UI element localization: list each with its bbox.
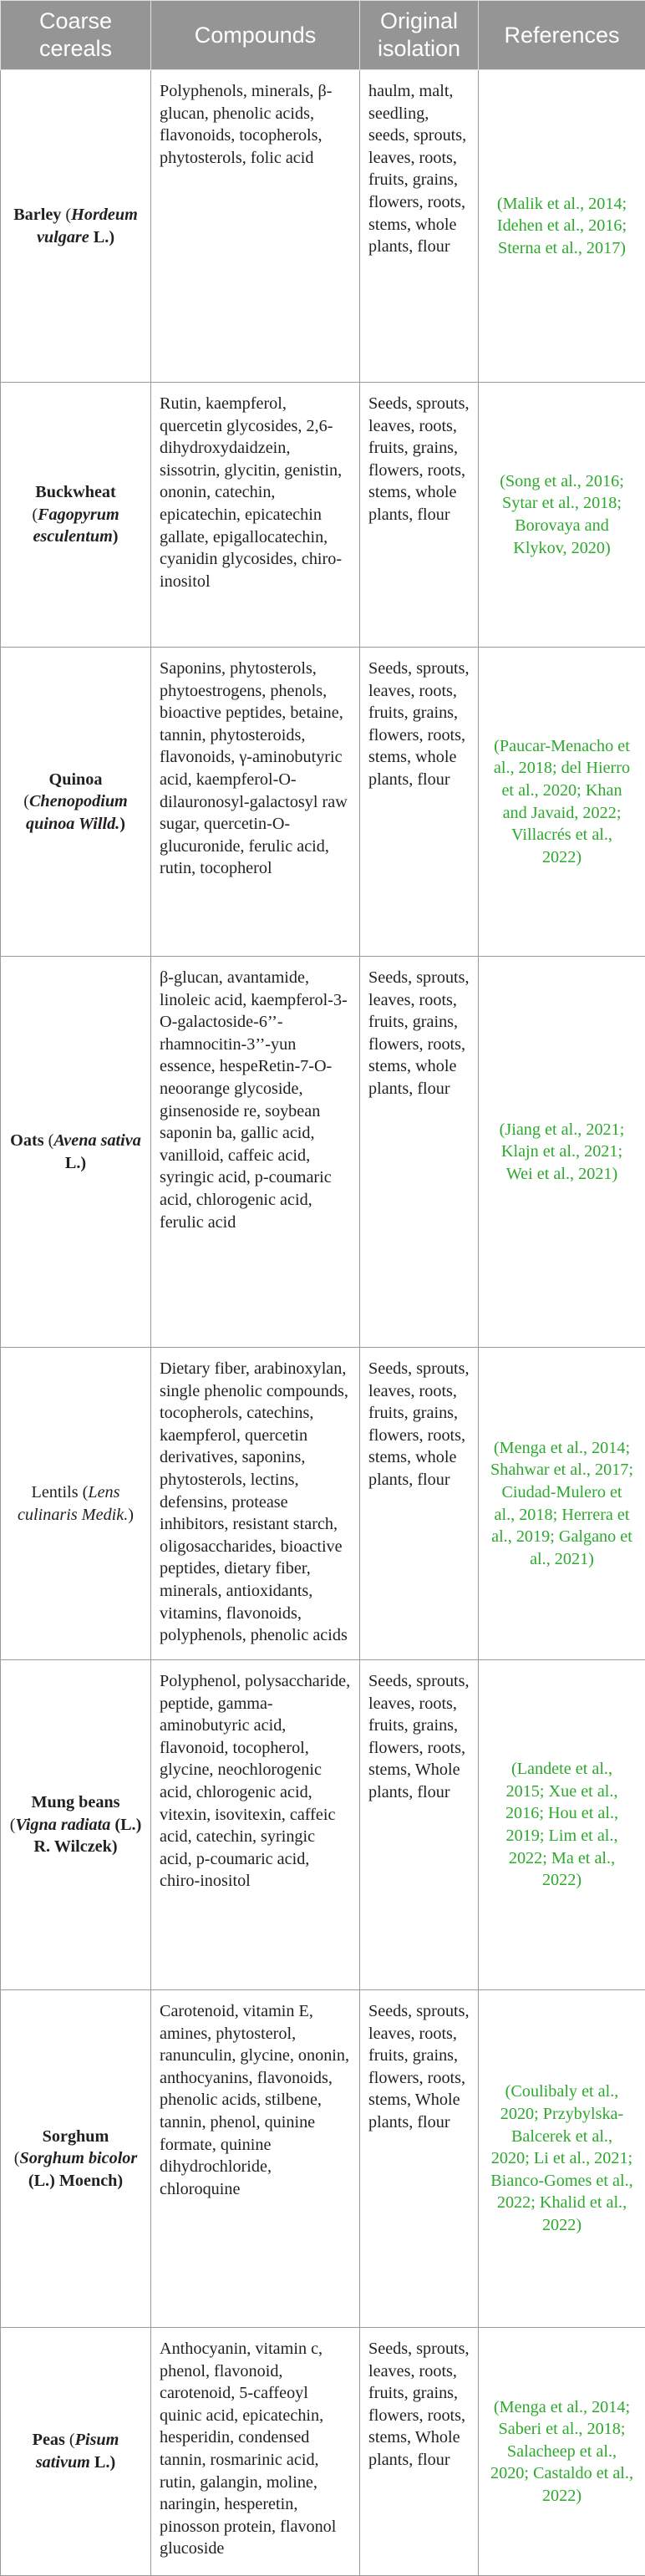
table-row: [1, 70, 645, 383]
reference-link[interactable]: Ma et al., 2022: [542, 1849, 615, 1890]
isolation-cell: haulm, malt, seedling, seeds, sprouts, leaves, roots, fruits, grains, flowers, roots, stems, whole plants, flour: [360, 70, 479, 383]
reference-link[interactable]: Salacheep et al., 2020: [490, 2442, 617, 2483]
reference-link[interactable]: Borovaya and Klykov, 2020: [513, 516, 609, 557]
reference-link[interactable]: Shahwar et al., 2017: [490, 1461, 628, 1479]
reference-link[interactable]: Khan and Javaid, 2022: [503, 781, 622, 822]
header-references: References: [479, 1, 645, 70]
reference-link[interactable]: Hou et al., 2019: [506, 1804, 619, 1845]
cereal-cell: Quinoa (Chenopodium quinoa Willd.): [1, 648, 151, 957]
table-row: [1, 957, 645, 1348]
header-compounds: Compounds: [151, 1, 360, 70]
cereal-cell: Barley (Hordeum vulgare L.): [1, 70, 151, 383]
references-cell: (Malik et al., 2014; Idehen et al., 2016; Sterna et al., 2017): [479, 70, 645, 383]
cereal-authority: L.: [94, 2453, 110, 2472]
cereal-name: Quinoa: [49, 770, 103, 789]
compounds-cell: Polyphenol, polysaccharide, peptide, gamma-aminobutyric acid, flavonoid, tocopherol, glycine, neochlorogenic acid, chlorogenic acid, vitexin, isovitexin, caffeic acid, catechin, syringic acid, p-coumaric acid, chiro-inositol: [151, 1660, 360, 1990]
references-cell: (Coulibaly et al., 2020; Przybylska-Balcerek et al., 2020; Li et al., 2021; Bianco-Gomes et al., 2022; Khalid et al., 2022): [479, 1990, 645, 2328]
references-cell: (Paucar-Menacho et al., 2018; del Hierro et al., 2020; Khan and Javaid, 2022; Villacrés et al., 2022): [479, 648, 645, 957]
cereal-name: Mung beans: [31, 1793, 119, 1811]
cereal-cell: Lentils (Lens culinaris Medik.): [1, 1348, 151, 1660]
cereal-authority: L.: [65, 1154, 81, 1172]
reference-link[interactable]: Coulibaly et al., 2020: [500, 2082, 619, 2123]
table-row: [1, 1990, 645, 2328]
cereal-scientific-name: Lens culinaris Medik.: [18, 1483, 128, 1524]
cereal-authority: L.: [94, 228, 109, 246]
cereal-cell: Oats (Avena sativa L.): [1, 957, 151, 1348]
reference-link[interactable]: Saberi et al., 2018: [499, 2420, 621, 2438]
reference-link[interactable]: Idehen et al., 2016: [497, 216, 622, 235]
table-header: [1, 1, 645, 70]
reference-link[interactable]: Sterna et al., 2017: [498, 239, 620, 257]
compounds-cell: Anthocyanin, vitamin c, phenol, flavonoid, carotenoid, 5-caffeoyl quinic acid, epicatechin, hesperidin, condensed tannin, rosmarinic acid, rutin, galangin, moline, naringin, hesperetin, pinosson protein, flavonol glucoside: [151, 2328, 360, 2576]
reference-link[interactable]: Li et al., 2021: [534, 2149, 628, 2167]
compounds-cell: Dietary fiber, arabinoxylan, single phenolic compounds, tocopherols, catechins, kaempferol, quercetin derivatives, saponins, phytosterols, lectins, defensins, protease inhibitors, resistant starch, oligosaccharides, bioactive peptides, dietary fiber, minerals, antioxidants, vitamins, flavonoids, polyphenols, phenolic acids: [151, 1348, 360, 1660]
table-body: [1, 70, 645, 2576]
compounds-cell: β-glucan, avantamide, linoleic acid, kaempferol-3-O-galactoside-6’’-rhamnocitin-3’’-yun essence, hespeRetin-7-O-neoorange glycoside, ginsenoside re, soybean saponin ba, gallic acid, vanilloid, caffeic acid, syringic acid, p-coumaric acid, chlorogenic acid, ferulic acid: [151, 957, 360, 1348]
table-row: [1, 1348, 645, 1660]
reference-link[interactable]: Herrera et al., 2019: [491, 1506, 629, 1547]
references-cell: (Menga et al., 2014; Saberi et al., 2018; Salacheep et al., 2020; Castaldo et al., 2022): [479, 2328, 645, 2576]
reference-link[interactable]: Galgano et al., 2021: [530, 1527, 632, 1568]
references-cell: (Song et al., 2016; Sytar et al., 2018; Borovaya and Klykov, 2020): [479, 383, 645, 648]
cereal-scientific-name: Sorghum bicolor: [19, 2149, 137, 2167]
cereal-authority: (L.) R. Wilczek: [33, 1816, 141, 1857]
cereal-scientific-name: Chenopodium quinoa Willd.: [26, 792, 128, 833]
reference-link[interactable]: Przybylska-Balcerek et al., 2020: [491, 2105, 623, 2167]
isolation-cell: Seeds, sprouts, leaves, roots, fruits, grains, flowers, roots, stems, whole plants, flour: [360, 383, 479, 648]
reference-link[interactable]: Menga et al., 2014: [500, 2398, 626, 2416]
reference-link[interactable]: Landete et al., 2015: [506, 1760, 613, 1801]
reference-link[interactable]: Bianco-Gomes et al., 2022: [490, 2172, 632, 2213]
header-coarse-cereals: Coarse cereals: [1, 1, 151, 70]
references-cell: (Jiang et al., 2021; Klajn et al., 2021; Wei et al., 2021): [479, 957, 645, 1348]
cereal-name: Barley: [13, 206, 61, 224]
table-row: [1, 648, 645, 957]
cereal-name: Lentils: [32, 1483, 79, 1501]
cereal-cell: Buckwheat (Fagopyrum esculentum): [1, 383, 151, 648]
isolation-cell: Seeds, sprouts, leaves, roots, fruits, grains, flowers, roots, stems, Whole plants, flour: [360, 2328, 479, 2576]
isolation-cell: Seeds, sprouts, leaves, roots, fruits, grains, flowers, roots, stems, whole plants, flour: [360, 648, 479, 957]
reference-link[interactable]: Jiang et al., 2021: [505, 1120, 619, 1139]
compounds-cell: Carotenoid, vitamin E, amines, phytosterol, ranunculin, glycine, ononin, anthocyanins, flavonoids, phenolic acids, stilbene, tannin, phenol, quinine formate, quinine dihydrochloride, chloroquine: [151, 1990, 360, 2328]
cereal-cell: Mung beans (Vigna radiata (L.) R. Wilczek): [1, 1660, 151, 1990]
reference-link[interactable]: Villacrés et al., 2022: [511, 826, 612, 866]
reference-link[interactable]: Song et al., 2016: [505, 472, 619, 490]
cereal-name: Peas: [33, 2431, 65, 2449]
reference-link[interactable]: Khalid et al., 2022: [540, 2193, 627, 2234]
reference-link[interactable]: Wei et al., 2021: [506, 1165, 612, 1183]
reference-link[interactable]: Lim et al., 2022: [509, 1827, 618, 1867]
compounds-cell: Rutin, kaempferol, quercetin glycosides, 2,6-dihydroxydaidzein, sissotrin, glycitin, genistin, ononin, catechin, epicatechin, epicatechin gallate, epigallocatechin, cyanidin glycosides, chiro-inositol: [151, 383, 360, 648]
cereal-scientific-name: Hordeum vulgare: [37, 206, 138, 246]
isolation-cell: Seeds, sprouts, leaves, roots, fruits, grains, flowers, roots, stems, whole plants, flour: [360, 1348, 479, 1660]
isolation-cell: Seeds, sprouts, leaves, roots, fruits, grains, flowers, roots, stems, whole plants, flour: [360, 957, 479, 1348]
reference-link[interactable]: Menga et al., 2014: [500, 1439, 626, 1457]
reference-link[interactable]: Paucar-Menacho et al., 2018: [494, 737, 630, 778]
header-row: [1, 1, 645, 70]
header-original-isolation: Original isolation: [360, 1, 479, 70]
cereal-name: Oats: [10, 1131, 43, 1150]
cereal-authority: (L.) Moench: [28, 2172, 118, 2190]
references-cell: (Landete et al., 2015; Xue et al., 2016; Hou et al., 2019; Lim et al., 2022; Ma et al., 2022): [479, 1660, 645, 1990]
isolation-cell: Seeds, sprouts, leaves, roots, fruits, grains, flowers, roots, stems, Whole plants, flour: [360, 1660, 479, 1990]
isolation-cell: Seeds, sprouts, leaves, roots, fruits, grains, flowers, roots, stems, Whole plants, flour: [360, 1990, 479, 2328]
reference-link[interactable]: Malik et al., 2014: [503, 195, 622, 213]
cereal-cell: Peas (Pisum sativum L.): [1, 2328, 151, 2576]
reference-link[interactable]: Castaldo et al., 2022: [533, 2464, 633, 2505]
reference-link[interactable]: Sytar et al., 2018: [502, 494, 617, 512]
references-cell: (Menga et al., 2014; Shahwar et al., 2017; Ciudad-Mulero et al., 2018; Herrera et al., 2019; Galgano et al., 2021): [479, 1348, 645, 1660]
reference-link[interactable]: Ciudad-Mulero et al., 2018: [495, 1483, 622, 1524]
cereal-scientific-name: Fagopyrum esculentum: [33, 506, 119, 546]
table-row: [1, 1660, 645, 1990]
cereal-cell: Sorghum (Sorghum bicolor (L.) Moench): [1, 1990, 151, 2328]
cereal-scientific-name: Pisum sativum: [36, 2431, 119, 2472]
compounds-cell: Polyphenols, minerals, β-glucan, phenolic acids, flavonoids, tocopherols, phytosterols, folic acid: [151, 70, 360, 383]
cereal-scientific-name: Avena sativa: [53, 1131, 140, 1150]
reference-link[interactable]: Klajn et al., 2021: [501, 1142, 618, 1161]
reference-link[interactable]: del Hierro et al., 2020: [501, 759, 630, 800]
compounds-cell: Saponins, phytosterols, phytoestrogens, phenols, bioactive peptides, betaine, tannin, phytosteroids, flavonoids, γ-aminobutyric acid, kaempferol-O-dilauronosyl-galactosyl raw sugar, quercetin-O-glucuronide, ferulic acid, rutin, tocopherol: [151, 648, 360, 957]
table-row: [1, 383, 645, 648]
cereal-name: Buckwheat: [35, 483, 115, 501]
table-row: [1, 2328, 645, 2576]
cereal-scientific-name: Vigna radiata: [15, 1816, 110, 1834]
cereal-name: Sorghum: [43, 2127, 109, 2146]
reference-link[interactable]: Xue et al., 2016: [505, 1782, 618, 1823]
